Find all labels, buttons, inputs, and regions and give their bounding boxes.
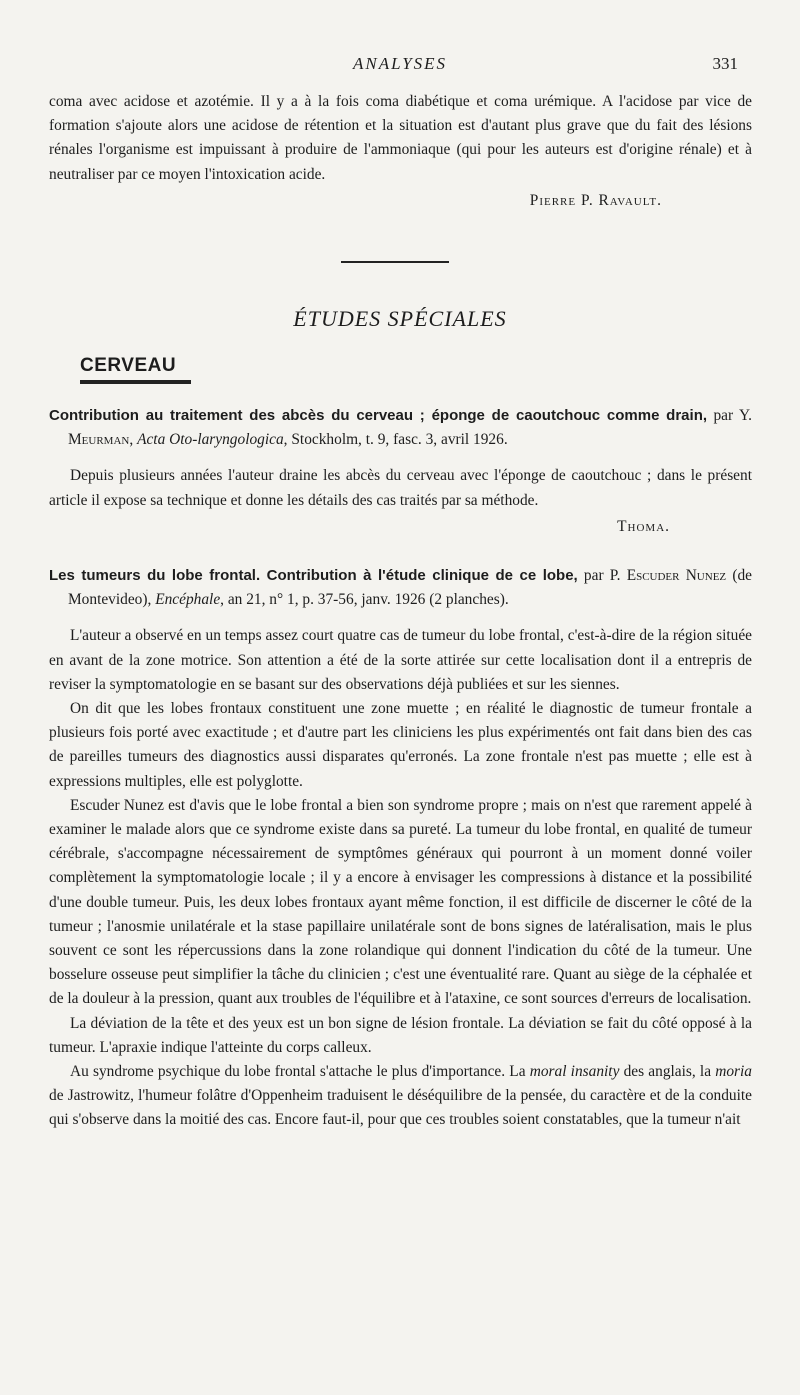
article-2-by: par P. — [577, 567, 627, 584]
signature-thoma: Thoma. — [617, 517, 670, 535]
article-1-title: Contribution au traitement des abcès du cerveau ; éponge de caoutchouc comme drain, — [49, 407, 708, 424]
article-1-comma: , — [129, 431, 138, 449]
article-2-journal: Encéphale — [155, 591, 221, 609]
article-2 — [49, 564, 752, 1133]
running-head: ANALYSES — [352, 54, 448, 73]
article-1-heading — [49, 404, 752, 452]
article-2-place: (de Montevideo), — [68, 567, 752, 609]
p5-text-e: de Jastrowitz, l'humeur folâtre d'Oppenheim traduisent le déséquilibre de la pensée, du caractère et de la conduite qui s'observe dans la moitié des cas. Encore faut-il, pour que ces troubles soient constatables, que la tumeur n'ait — [49, 1087, 752, 1129]
top-paragraph-block — [49, 90, 752, 213]
p5-text-a: Au syndrome psychique du lobe frontal s'attache le plus d'importance. La — [70, 1063, 530, 1081]
signature-ravault: Pierre P. Ravault. — [529, 191, 662, 209]
article-2-paragraph-3: Escuder Nunez est d'avis que le lobe frontal a bien son syndrome propre ; mais on n'est que rarement appelé à examiner le malade alors que ce syndrome existe dans sa pureté. La tumeur du lobe frontal, en qualité de tumeur cérébrale, s'accompagne nécessairement de symptômes généraux qui pourront à un moment donné voiler complètement la symptomatologie locale ; il y a encore à envisager les compressions à distance et la possibilité d'une double tumeur. Puis, les deux lobes frontaux ayant même fonction, il est difficile de discerner le côté de la tumeur ; l'anosmie unilatérale et la stase papillaire unilatérale sont de bons signes de latéralisation, mais le plus souvent ce sont les répercussions dans la zone rolandique qui donnent l'indication du côté de la tumeur. Une bosselure osseuse peut simplifier la tâche du clinicien ; c'est une éventualité rare. Quant au siège de la céphalée et de la douleur à la pression, quant aux troubles de l'équilibre et à l'ataxine, ce sont sources d'erreurs de localisation. — [49, 796, 752, 1008]
article-2-paragraph-5 — [49, 1060, 752, 1133]
article-2-heading — [49, 564, 752, 612]
article-2-author: Escuder Nunez — [626, 567, 727, 584]
article-1 — [49, 404, 752, 539]
article-1-author: Meurman — [68, 431, 130, 449]
article-1-body: Depuis plusieurs années l'auteur draine les abcès du cerveau avec l'éponge de caoutchouc ; dans le présent article il expose sa technique et donne les détails des cas traités par sa méthode. — [49, 467, 752, 509]
separator-rule — [341, 261, 449, 263]
article-1-by: par Y. — [707, 407, 752, 424]
article-2-ref: , an 21, n° 1, p. 37-56, janv. 1926 (2 planches). — [220, 591, 509, 609]
article-2-title: Les tumeurs du lobe frontal. Contribution à l'étude clinique de ce lobe, — [49, 567, 578, 584]
p5-text-c: des anglais, la — [619, 1063, 716, 1081]
article-1-journal: Acta Oto-laryngologica — [137, 431, 284, 449]
section-title: ÉTUDES SPÉCIALES — [293, 306, 507, 331]
article-2-paragraph-2: On dit que les lobes frontaux constituent une zone muette ; en réalité le diagnostic de tumeur frontale a plusieurs fois porté avec exactitude ; et d'autre part les cliniciens les plus expérimentés ont fait dans bien des cas de pareilles tumeurs des diagnostics aussi disparates qu'erronés. La zone frontale n'est pas muette ; elle est à expressions multiples, elle est polyglotte. — [49, 700, 752, 790]
p5-moral-insanity: moral insanity — [529, 1063, 620, 1081]
subsection-title: CERVEAU — [80, 355, 177, 376]
page-header — [48, 54, 752, 78]
subsection-underline — [80, 380, 191, 384]
article-2-paragraph-1: L'auteur a observé en un temps assez court quatre cas de tumeur du lobe frontal, c'est-à-dire de la région située en avant de la zone motrice. Son attention a été de la sorte attirée sur cette localisation dont il a entrepris de reviser la symptomatologie en se basant sur des observations déjà publiées et sur les siennes. — [49, 627, 752, 693]
p5-moria: moria — [715, 1063, 752, 1081]
article-2-paragraph-4: La déviation de la tête et des yeux est un bon signe de lésion frontale. La déviation se fait du côté opposé à la tumeur. L'apraxie indique l'atteinte du corps calleux. — [49, 1014, 752, 1056]
page-number: 331 — [712, 54, 738, 73]
top-paragraph: coma avec acidose et azotémie. Il y a à la fois coma diabétique et coma urémique. A l'acidose par vice de formation s'ajoute alors une acidose de rétention et la situation est d'autant plus grave que du fait des lésions rénales l'organisme est impuissant à produire de l'ammoniaque (qui pour les auteurs est d'origine rénale) et à neutraliser par ce moyen l'intoxication acide. — [49, 93, 752, 183]
article-1-ref: , Stockholm, t. 9, fasc. 3, avril 1926. — [283, 431, 508, 449]
